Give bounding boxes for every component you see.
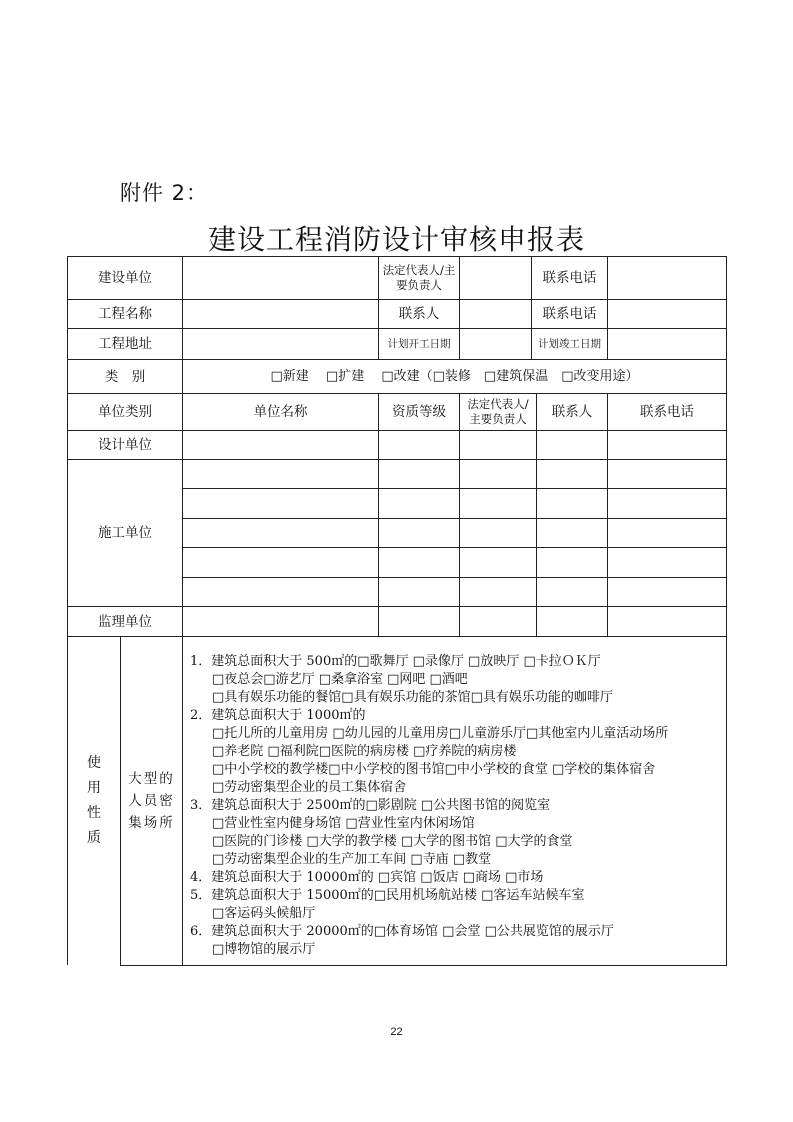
usage-line[interactable]: □医院的门诊楼 □大学的教学楼 □大学的图书馆 □大学的食堂 bbox=[212, 834, 573, 849]
planned-start-label: 计划开工日期 bbox=[387, 338, 451, 350]
planned-finish-field[interactable] bbox=[608, 329, 726, 359]
project-name-field[interactable] bbox=[183, 300, 378, 328]
usage-line[interactable]: □博物馆的展示厅 bbox=[212, 942, 316, 957]
build-unit-field[interactable] bbox=[183, 257, 378, 299]
category-label: 类 别 bbox=[104, 368, 146, 385]
project-name-label: 工程名称 bbox=[98, 306, 152, 322]
build-unit-label: 建设单位 bbox=[98, 270, 152, 286]
phone-field-2[interactable] bbox=[608, 300, 726, 328]
usage-line[interactable]: 5．建筑总面积大于 15000㎡的□民用机场航站楼 □客运车站候车室 bbox=[190, 888, 585, 903]
construction-unit-label: 施工单位 bbox=[98, 525, 152, 541]
design-unit-label: 设计单位 bbox=[98, 437, 152, 453]
form-title: 建设工程消防设计审核申报表 bbox=[207, 223, 585, 256]
planned-finish-label: 计划竣工日期 bbox=[538, 338, 601, 350]
col-divider bbox=[182, 636, 183, 966]
contact-field[interactable] bbox=[460, 300, 531, 328]
usage-line[interactable]: □营业性室内健身场馆 □营业性室内休闲场馆 bbox=[212, 816, 475, 831]
contact-label: 联系人 bbox=[398, 306, 440, 322]
units-header-qualification: 资质等级 bbox=[392, 404, 446, 420]
category-options[interactable]: □新建 □扩建 □改建（□装修 □建筑保温 □改变用途） bbox=[270, 368, 639, 384]
usage-line[interactable]: □养老院 □福利院□医院的病房楼 □疗养院的病房楼 bbox=[212, 744, 517, 759]
usage-line[interactable]: □中小学校的教学楼□中小学校的图书馆□中小学校的食堂 □学校的集体宿舍 bbox=[212, 762, 656, 777]
usage-line[interactable]: 1．建筑总面积大于 500㎡的□歌舞厅 □录像厅 □放映厅 □卡拉ＯＫ厅 bbox=[190, 654, 601, 669]
table-border-right bbox=[726, 256, 727, 966]
usage-main-label: 使用性质 bbox=[87, 755, 101, 846]
usage-sub-label: 大型的人员密集场所 bbox=[128, 771, 175, 831]
units-header-legal-rep: 法定代表人/主要负责人 bbox=[467, 397, 529, 426]
units-header-name: 单位名称 bbox=[253, 404, 308, 420]
usage-line: 2．建筑总面积大于 1000㎡的 bbox=[190, 708, 366, 723]
row-divider bbox=[182, 518, 727, 519]
project-address-label: 工程地址 bbox=[98, 336, 152, 352]
page-number: 22 bbox=[390, 1026, 403, 1038]
usage-line[interactable]: □劳动密集型企业的员工集体宿舍 bbox=[212, 780, 407, 795]
project-address-field[interactable] bbox=[183, 329, 378, 359]
units-header-category: 单位类别 bbox=[98, 404, 152, 420]
col-divider bbox=[459, 393, 460, 636]
row-divider bbox=[182, 547, 727, 548]
row-divider bbox=[182, 488, 727, 489]
supervision-unit-label: 监理单位 bbox=[98, 613, 152, 630]
phone-label: 联系电话 bbox=[542, 270, 597, 286]
usage-options-list bbox=[190, 653, 668, 959]
usage-line[interactable]: □劳动密集型企业的生产加工车间 □寺庙 □教堂 bbox=[212, 852, 492, 867]
usage-line[interactable]: □客运码头候船厅 bbox=[212, 906, 316, 921]
phone-label-2: 联系电话 bbox=[542, 306, 597, 322]
units-header-phone: 联系电话 bbox=[640, 404, 694, 420]
legal-rep-label: 法定代表人/主要负责人 bbox=[382, 263, 456, 292]
usage-line[interactable]: 6．建筑总面积大于 20000㎡的□体育场馆 □会堂 □公共展览馆的展示厅 bbox=[190, 924, 614, 939]
attachment-label: 附件 2： bbox=[120, 181, 209, 205]
phone-field[interactable] bbox=[608, 257, 726, 299]
units-header-contact: 联系人 bbox=[551, 404, 593, 420]
table-border-bottom bbox=[120, 965, 727, 966]
planned-start-field[interactable] bbox=[460, 329, 531, 359]
usage-line[interactable]: □具有娱乐功能的餐馆□具有娱乐功能的茶馆□具有娱乐功能的咖啡厅 bbox=[212, 690, 613, 705]
usage-line[interactable]: □托儿所的儿童用房 □幼儿园的儿童用房□儿童游乐厅□其他室内儿童活动场所 bbox=[212, 726, 669, 741]
legal-rep-field[interactable] bbox=[460, 257, 531, 299]
usage-line[interactable]: 4．建筑总面积大于 10000㎡的 □宾馆 □饭店 □商场 □市场 bbox=[190, 870, 544, 885]
row-divider bbox=[182, 577, 727, 578]
usage-line[interactable]: 3．建筑总面积大于 2500㎡的□影剧院 □公共图书馆的阅览室 bbox=[190, 798, 551, 813]
usage-line[interactable]: □夜总会□游艺厅 □桑拿浴室 □网吧 □酒吧 bbox=[212, 672, 468, 687]
